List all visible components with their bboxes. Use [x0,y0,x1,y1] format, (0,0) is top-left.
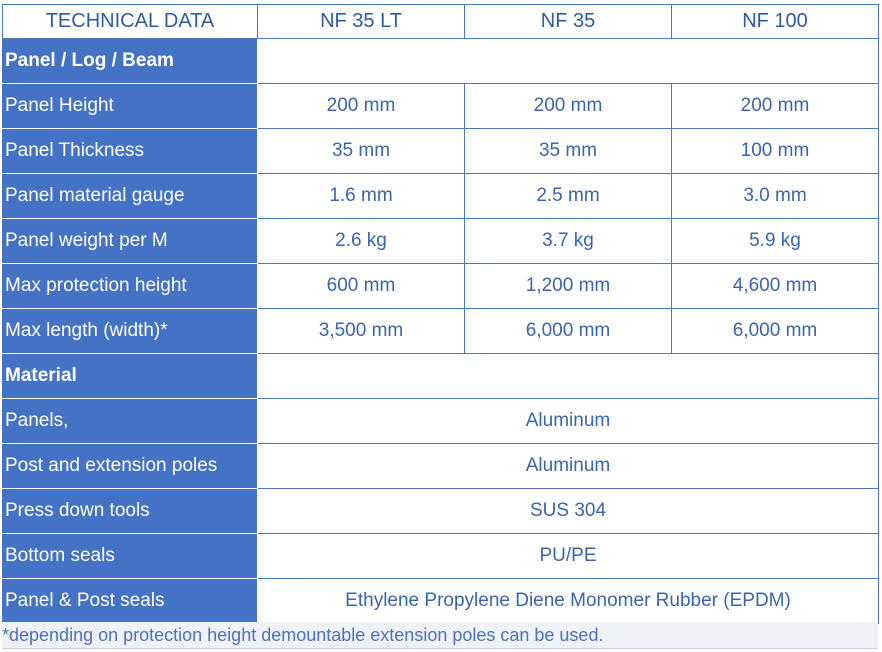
table-cell: 200 mm [465,84,672,129]
section-spacer [258,39,879,84]
section-spacer [258,354,879,399]
table-row [3,579,879,624]
row-label: Panel & Post seals [3,579,258,624]
column-header-nf100: NF 100 [672,5,879,39]
table-row [3,489,879,534]
row-label: Panel Height [3,84,258,129]
row-label: Max protection height [3,264,258,309]
header-row [3,5,879,39]
table-row [3,309,879,354]
merged-cell: Ethylene Propylene Diene Monomer Rubber (EPDM) [258,579,879,624]
row-label: Panels, [3,399,258,444]
table-row [3,84,879,129]
header-title: TECHNICAL DATA [3,5,258,39]
table-cell: 5.9 kg [672,219,879,264]
table-cell: 600 mm [258,264,465,309]
merged-cell: Aluminum [258,399,879,444]
table-cell: 6,000 mm [672,309,879,354]
section-row [3,354,879,399]
section-row [3,39,879,84]
table-cell: 35 mm [258,129,465,174]
table-row [3,399,879,444]
table-cell: 1,200 mm [465,264,672,309]
table-row [3,264,879,309]
table-cell: 100 mm [672,129,879,174]
table-cell: 3,500 mm [258,309,465,354]
table-row [3,534,879,579]
section-label: Panel / Log / Beam [3,39,258,84]
column-header-nf35: NF 35 [465,5,672,39]
row-label: Bottom seals [3,534,258,579]
technical-data-table [2,4,879,624]
table-cell: 200 mm [258,84,465,129]
footnote: *depending on protection height demountable extension poles can be used. [2,622,878,649]
row-label: Post and extension poles [3,444,258,489]
table-cell: 4,600 mm [672,264,879,309]
table-cell: 35 mm [465,129,672,174]
table-row [3,444,879,489]
row-label: Max length (width)* [3,309,258,354]
table-row [3,129,879,174]
table-cell: 2.5 mm [465,174,672,219]
table-cell: 2.6 kg [258,219,465,264]
row-label: Panel material gauge [3,174,258,219]
merged-cell: Aluminum [258,444,879,489]
row-label: Panel weight per M [3,219,258,264]
table-cell: 200 mm [672,84,879,129]
table-cell: 3.0 mm [672,174,879,219]
section-label: Material [3,354,258,399]
column-header-nf35lt: NF 35 LT [258,5,465,39]
table-cell: 1.6 mm [258,174,465,219]
merged-cell: SUS 304 [258,489,879,534]
row-label: Panel Thickness [3,129,258,174]
table-cell: 3.7 kg [465,219,672,264]
table-row [3,219,879,264]
table-cell: 6,000 mm [465,309,672,354]
row-label: Press down tools [3,489,258,534]
table-row [3,174,879,219]
merged-cell: PU/PE [258,534,879,579]
